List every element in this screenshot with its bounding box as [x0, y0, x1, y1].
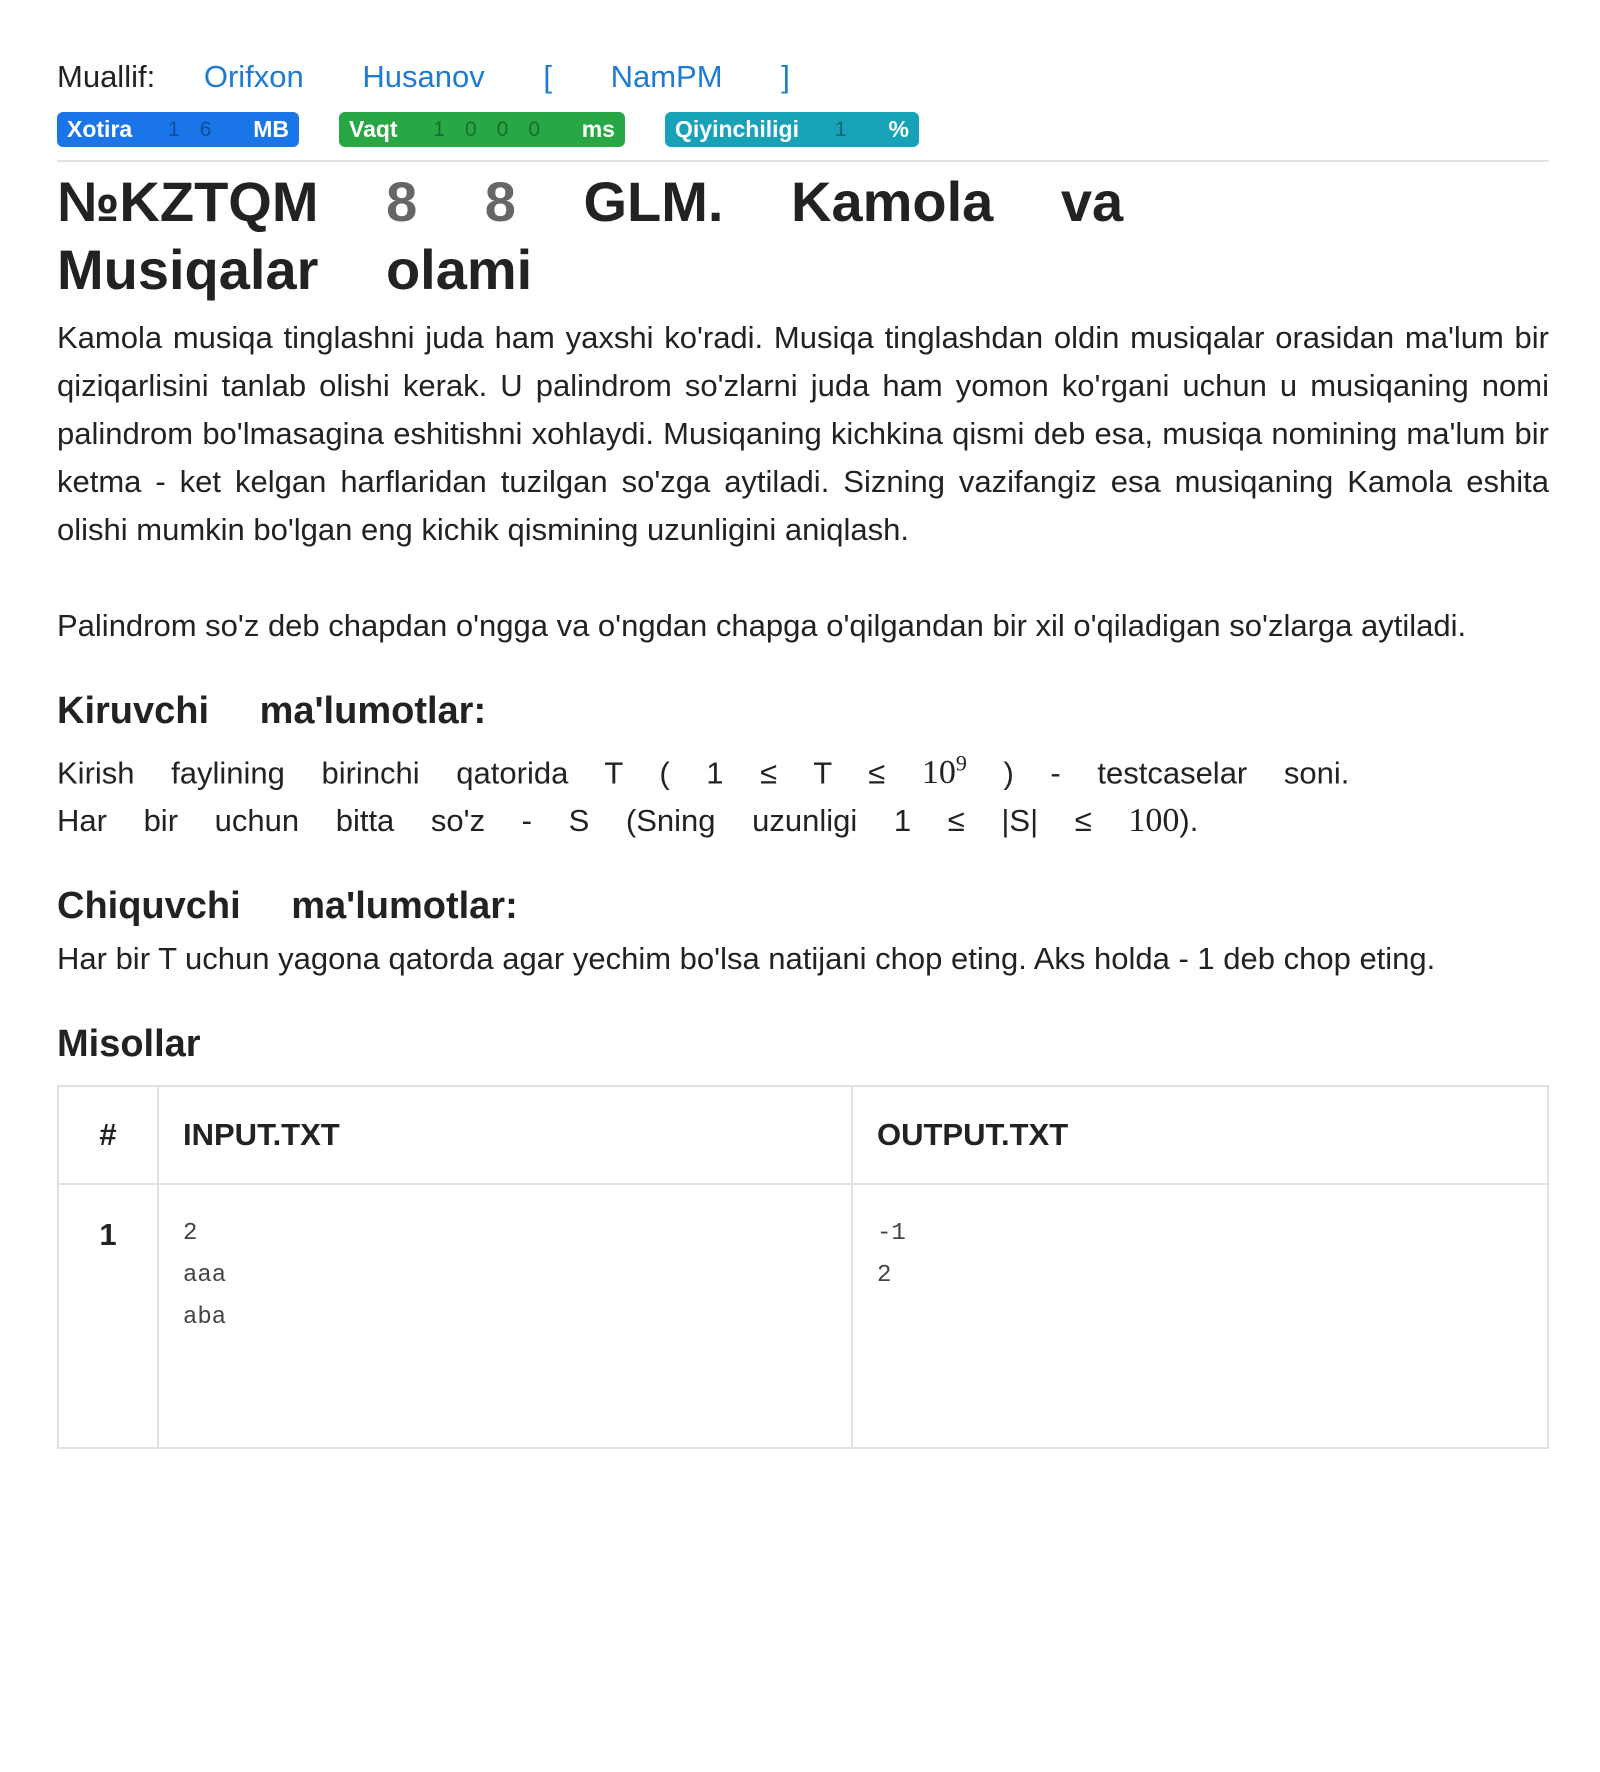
- memory-value: 16: [168, 117, 232, 141]
- output-heading: Chiquvchi ma'lumotlar:: [57, 885, 518, 928]
- math-base: 10: [921, 754, 956, 792]
- input-line-1: [57, 740, 1549, 797]
- time-label: Vaqt: [349, 116, 398, 142]
- difficulty-label: Qiyinchiligi: [675, 116, 799, 142]
- author-row: [57, 52, 1549, 106]
- examples-heading: Misollar: [57, 1023, 201, 1066]
- author-last-name-link[interactable]: Husanov: [362, 59, 485, 94]
- palindrom-definition: Palindrom so'z deb chapdan o'ngga va o'ngdan chapga o'qilgandan bir xil o'qiladigan so'zlarga aytiladi.: [57, 608, 1467, 643]
- input-line-1-math: [921, 751, 967, 792]
- problem-title: [57, 168, 1447, 304]
- author-org-link[interactable]: NamPM: [610, 59, 723, 94]
- input-line-2-math: 100: [1128, 802, 1180, 840]
- problem-page: [57, 52, 1549, 1449]
- example-index: 1: [58, 1184, 158, 1448]
- limits-badges: [57, 112, 1549, 148]
- problem-title-text: GLM. Kamola va Musiqalar olami: [57, 170, 1124, 301]
- memory-label: Xotira: [67, 116, 133, 142]
- difficulty-value: 1: [834, 117, 867, 141]
- example-output[interactable]: -1 2: [877, 1220, 906, 1290]
- input-line-2-tail: ).: [1179, 803, 1199, 839]
- memory-limit-badge: [57, 112, 299, 147]
- time-value: 1000: [433, 117, 561, 141]
- column-header-input: INPUT.TXT: [158, 1086, 852, 1184]
- example-output-cell: [852, 1184, 1548, 1448]
- time-unit: ms: [581, 116, 615, 142]
- divider: [57, 160, 1549, 162]
- input-line-2: [57, 797, 1549, 845]
- author-open-bracket[interactable]: [: [543, 59, 552, 94]
- memory-unit: MB: [253, 116, 289, 142]
- author-close-bracket[interactable]: ]: [781, 59, 790, 94]
- examples-table: [57, 1085, 1549, 1449]
- examples-header-row: [58, 1086, 1548, 1184]
- difficulty-unit: %: [888, 116, 909, 142]
- difficulty-badge: [665, 112, 919, 147]
- input-line-2-text: Har bir uchun bitta so'z - S (Sning uzunligi 1 ≤ |S| ≤: [57, 803, 1092, 839]
- problem-code-prefix: №KZTQM: [57, 170, 319, 233]
- output-text: Har bir T uchun yagona qatorda agar yechim bo'lsa natijani chop eting. Aks holda - 1 deb chop eting.: [57, 941, 1436, 977]
- problem-code-number: 8 8: [386, 170, 516, 233]
- table-row: [58, 1184, 1548, 1448]
- input-line-1-text: Kirish faylining birinchi qatorida T ( 1 ≤ T ≤: [57, 755, 886, 791]
- input-line-1-tail: ) - testcaselar soni.: [1003, 755, 1350, 791]
- time-limit-badge: [339, 112, 625, 147]
- column-header-output: OUTPUT.TXT: [852, 1086, 1548, 1184]
- example-input[interactable]: 2 aaa aba: [183, 1220, 227, 1332]
- example-input-cell: [158, 1184, 852, 1448]
- statement-paragraph: Kamola musiqa tinglashni juda ham yaxshi ko'radi. Musiqa tinglashdan oldin musiqalar orasidan ma'lum bir qiziqarlisini tanlab olishi kerak. U palindrom so'zlarni juda ham yomon ko'rgani uchun u musiqaning nomi palindrom bo'lmasagina eshitishni xohlaydi. Musiqaning kichkina qismi deb esa, musiqa nomining ma'lum bir ketma - ket kelgan harflaridan tuzilgan so'zga aytiladi. Sizning vazifangiz esa musiqaning Kamola eshita olishi mumkin bo'lgan eng kichik qismining uzunligini aniqlash.: [57, 320, 1549, 547]
- author-first-name-link[interactable]: Orifxon: [203, 59, 304, 94]
- input-heading: Kiruvchi ma'lumotlar:: [57, 690, 487, 732]
- math-exponent: 9: [955, 751, 967, 776]
- author-label: Muallif:: [57, 59, 156, 94]
- column-header-index: #: [58, 1086, 158, 1184]
